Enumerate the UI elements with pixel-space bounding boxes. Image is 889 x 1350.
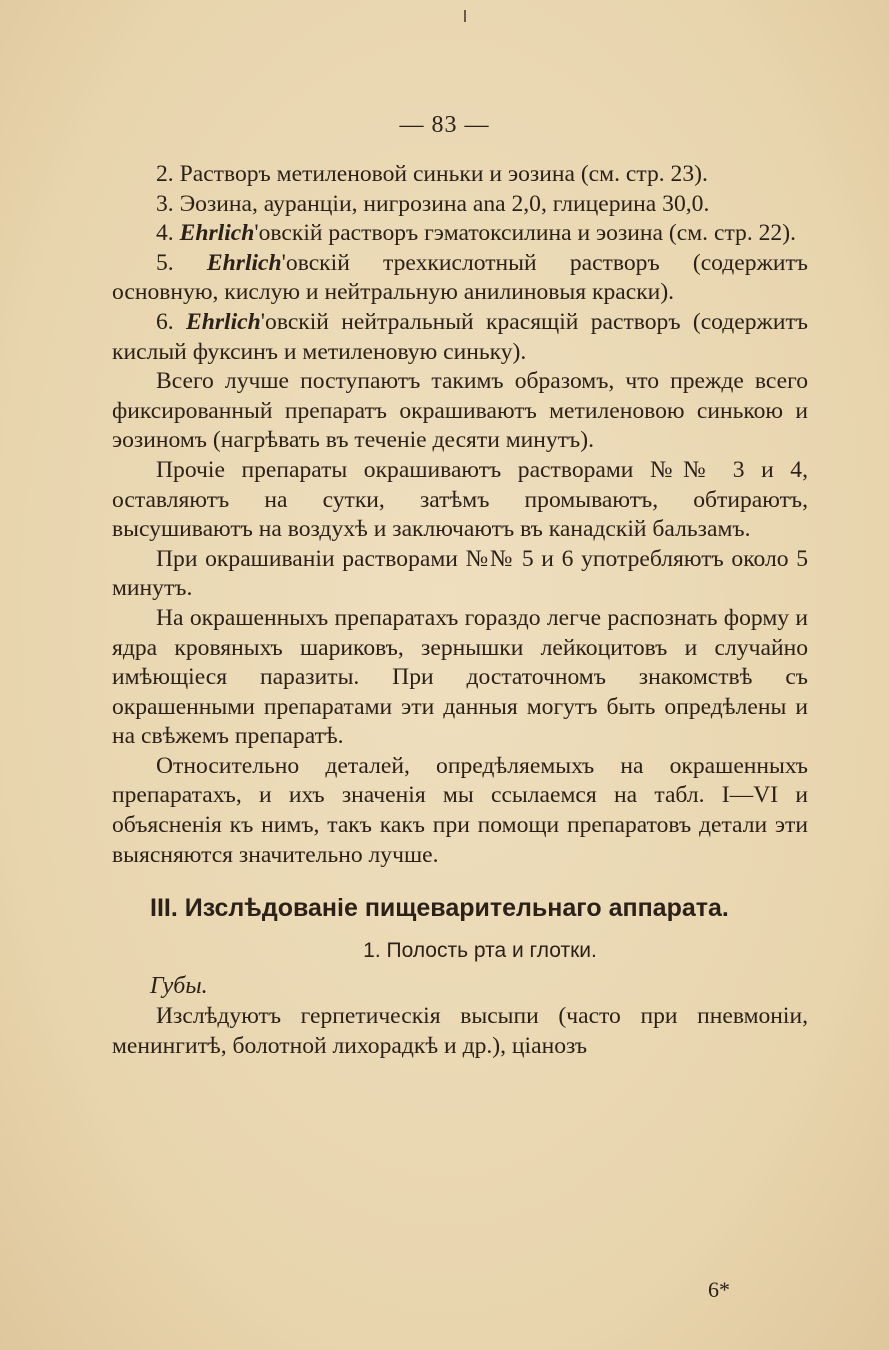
paragraph: На окрашенныхъ препаратахъ гораздо легче распознать форму и ядра кровяныхъ шариковъ, зернышки лейкоцитовъ и случайно имѣющіеся паразиты. При достаточномъ знакомствѣ съ окрашенными препаратами эти данныя могутъ быть опредѣлены и на свѣжемъ препаратѣ. [112, 604, 808, 750]
paragraph: Всего лучше поступаютъ такимъ образомъ, что прежде всего фиксированный препаратъ окрашиваютъ метиленовою синькою и эозиномъ (нагрѣвать въ теченіе десяти минутъ). [112, 368, 808, 454]
paragraph: Прочіе препараты окрашиваютъ растворами №№ 3 и 4, оставляютъ на сутки, затѣмъ промываютъ, обтираютъ, высушиваютъ на воздухѣ и заключаютъ въ канадскій бальзамъ. [112, 456, 808, 543]
author-name: Ehrlich [179, 220, 255, 247]
page-body [112, 160, 808, 1061]
section-heading: III. Изслѣдованіе пищеварительнаго аппарата. [150, 894, 729, 923]
paragraph: Относительно деталей, опредѣляемыхъ на окрашенныхъ препаратахъ, и ихъ значенія мы ссылаемся на табл. I—VI и объясненія къ нимъ, такъ какъ при помощи препаратовъ детали эти выясняются значительно лучше. [112, 752, 808, 868]
subsection-heading: 1. Полость рта и глотки. [363, 939, 597, 963]
signature-mark: 6* [708, 1277, 730, 1302]
paragraph: 3. Эозина, ауранціи, нигрозина ana 2,0, глицерина 30,0. [156, 190, 710, 217]
author-name: Ehrlich [186, 308, 261, 335]
paragraph: 2. Растворъ метиленовой синьки и эозина (см. стр. 23). [156, 161, 708, 187]
subheading-label: Губы. [150, 973, 208, 1000]
paragraph: 4. Ehrlich'овскій растворъ гэматоксилина и эозина (см. стр. 22). [156, 220, 796, 247]
author-name: Ehrlich [206, 249, 282, 276]
page-number: — 83 — [399, 112, 490, 138]
paragraph: При окрашиваніи растворами №№ 5 и 6 употребляютъ около 5 минутъ. [112, 545, 808, 602]
paragraph: 5. Ehrlich'овскій трехкислотный растворъ (содержитъ основную, кислую и нейтральную анилиновыя краски). [112, 249, 809, 306]
paragraph: Изслѣдуютъ герпетическія высыпи (часто при пневмоніи, менингитѣ, болотной лихорадкѣ и др.), ціанозъ [112, 1003, 808, 1059]
paragraph: 6. Ehrlich'овскій нейтральный красящій растворъ (содержитъ кислый фуксинъ и метиленовую синьку). [112, 308, 809, 365]
top-mark [464, 10, 466, 22]
